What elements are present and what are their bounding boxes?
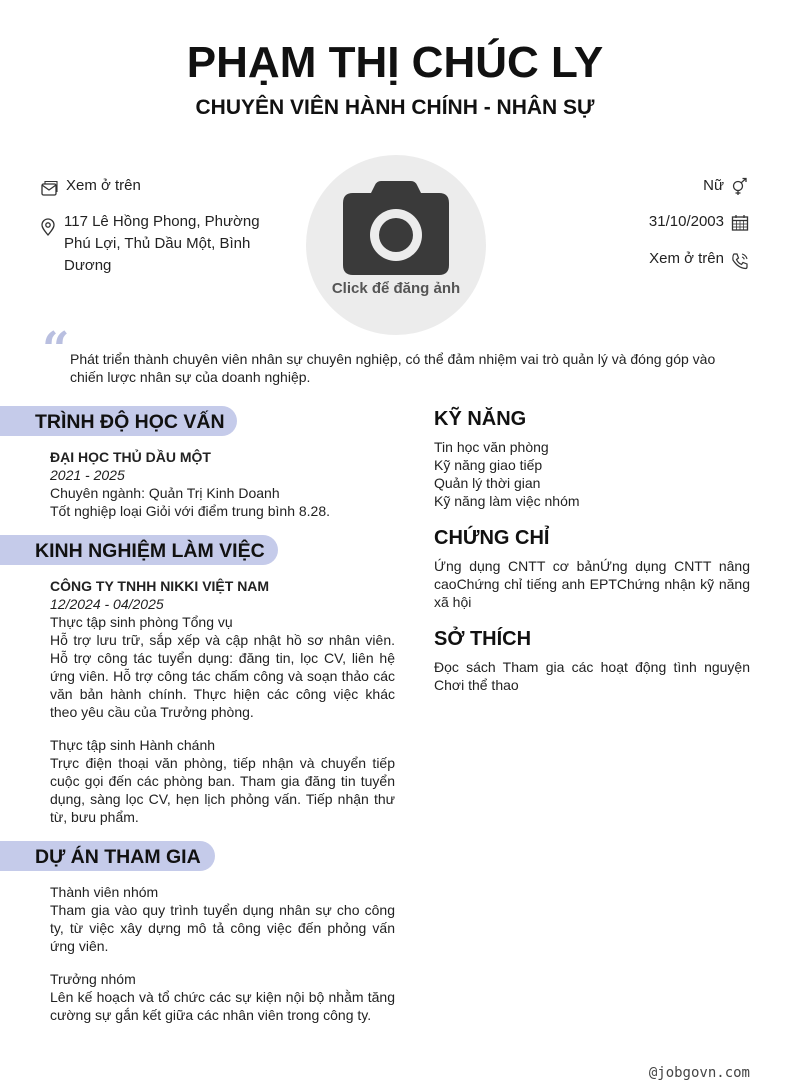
gender-value: Nữ <box>703 177 724 194</box>
certificates-text: Ứng dụng CNTT cơ bảnỨng dụng CNTT nâng caoChứng chỉ tiếng anh EPTChứng nhận kỹ năng xã hội <box>434 558 750 610</box>
location-pin-icon <box>38 217 58 237</box>
role-description: Hỗ trợ lưu trữ, sắp xếp và cập nhật hồ sơ nhân viên. Hỗ trợ công tác tuyển dụng: đăng tin, lọc CV, liên hệ ứng viên. Hỗ trợ công tác chấm công và soạn thảo các văn bản hành chính. Thực hiện các công việc khác theo yêu cầu của Trưởng phòng. <box>50 632 395 720</box>
skill-item: Kỹ năng làm việc nhóm <box>434 493 580 509</box>
project-role: Thành viên nhóm <box>50 884 159 900</box>
hobbies-heading: SỞ THÍCH <box>434 628 532 650</box>
project-role: Trưởng nhóm <box>50 971 136 987</box>
address-contact <box>38 211 278 277</box>
avatar-caption: Click để đăng ảnh <box>331 280 461 297</box>
gender-contact <box>540 175 750 197</box>
phone-icon <box>730 251 750 271</box>
avatar-upload[interactable] <box>306 155 486 335</box>
education-heading: TRÌNH ĐỘ HỌC VẤN <box>0 406 237 436</box>
projects-block <box>50 883 395 1024</box>
role-title: Thực tập sinh phòng Tổng vụ <box>50 614 233 630</box>
career-objective: Phát triển thành chuyên viên nhân sự chuyên nghiệp, có thể đảm nhiệm vai trò quản lý và đóng góp vào chiến lược nhân sự của doanh nghiệp. <box>70 351 716 385</box>
address-line: Phú Lợi, Thủ Dầu Một, Bình <box>64 235 251 252</box>
email-contact <box>40 175 280 197</box>
watermark: @jobgovn.com <box>648 1065 750 1081</box>
education-block <box>50 448 395 520</box>
project-description: Lên kế hoạch và tổ chức các sự kiện nội bộ nhằm tăng cường sự gắn kết giữa các nhân viên trong công ty. <box>50 989 395 1023</box>
skills-list <box>434 438 750 510</box>
birthday-contact <box>540 211 750 233</box>
skill-item: Kỹ năng giao tiếp <box>434 457 543 473</box>
calendar-icon <box>730 213 750 233</box>
candidate-name: PHẠM THỊ CHÚC LY <box>186 38 604 87</box>
certificates-heading: CHỨNG CHỈ <box>434 527 550 549</box>
role-title: Thực tập sinh Hành chánh <box>50 737 216 753</box>
address-line: Dương <box>64 257 112 274</box>
quote-icon: “ <box>42 322 70 378</box>
mail-icon <box>40 178 60 198</box>
experience-block <box>50 577 395 826</box>
experience-heading: KINH NGHIỆM LÀM VIỆC <box>0 535 278 565</box>
education-result: Tốt nghiệp loại Giỏi với điểm trung bình 8.28. <box>50 503 331 519</box>
role-description: Trực điện thoại văn phòng, tiếp nhận và chuyển tiếp cuộc gọi đến các phòng ban. Tham gia đăng tin tuyển dụng, sàng lọc CV, hẹn lịch phỏng vấn. Tiếp nhận thư từ, bưu phẩm. <box>50 755 395 825</box>
birthday-value: 31/10/2003 <box>648 213 724 230</box>
company-name: CÔNG TY TNHH NIKKI VIỆT NAM <box>50 578 270 594</box>
gender-icon <box>730 177 750 197</box>
skills-heading: KỸ NĂNG <box>434 408 527 430</box>
project-description: Tham gia vào quy trình tuyển dụng nhân sự cho công ty, từ việc xây dựng mô tả công việc đến phỏng vấn ứng viên. <box>50 902 395 954</box>
address-line: 117 Lê Hồng Phong, Phường <box>64 213 260 230</box>
hobbies-text: Đọc sách Tham gia các hoạt động tình nguyện Chơi thể thao <box>434 659 750 693</box>
skill-item: Quản lý thời gian <box>434 475 541 491</box>
projects-heading: DỰ ÁN THAM GIA <box>0 841 215 871</box>
phone-contact <box>540 248 750 270</box>
phone-value: Xem ở trên <box>649 250 724 267</box>
education-period: 2021 - 2025 <box>50 467 125 483</box>
email-value: Xem ở trên <box>66 177 141 194</box>
education-major: Chuyên ngành: Quản Trị Kinh Doanh <box>50 485 280 501</box>
skill-item: Tin học văn phòng <box>434 439 549 455</box>
experience-period: 12/2024 - 04/2025 <box>50 596 164 612</box>
school-name: ĐẠI HỌC THỦ DẦU MỘT <box>50 449 211 465</box>
camera-icon <box>341 181 451 276</box>
job-title: CHUYÊN VIÊN HÀNH CHÍNH - NHÂN SỰ <box>195 96 595 119</box>
